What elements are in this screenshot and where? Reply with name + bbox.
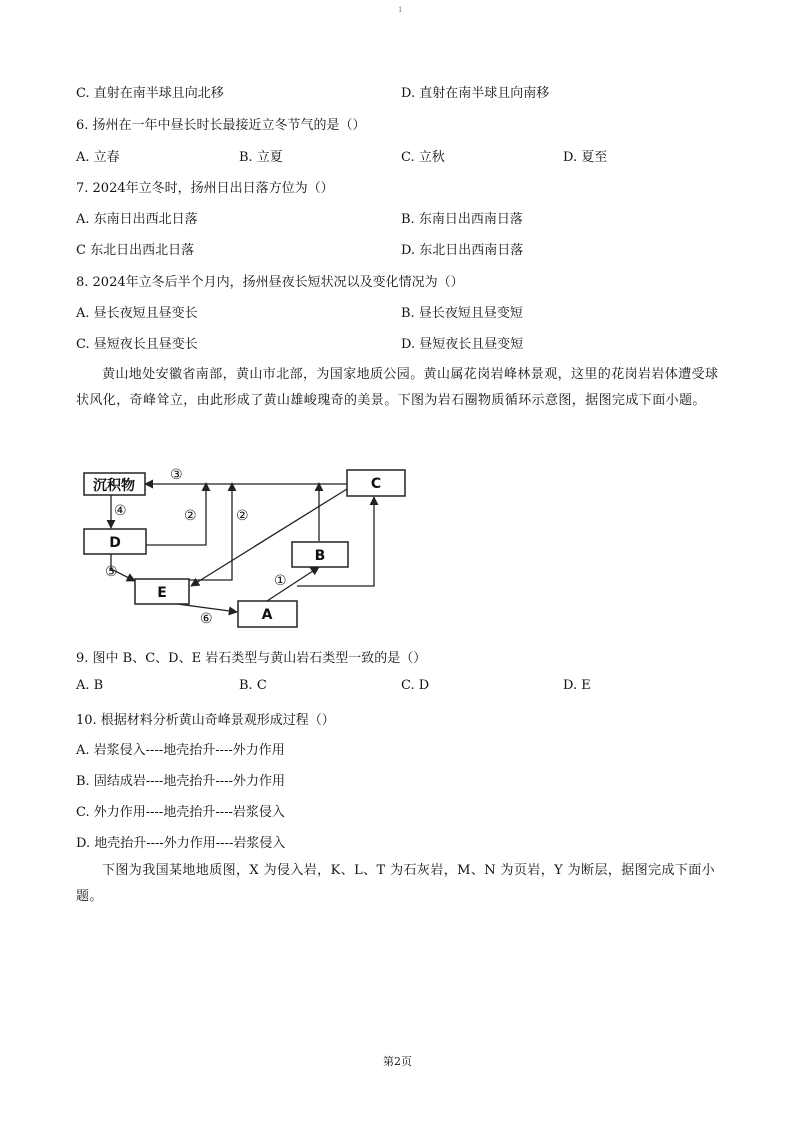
q10-option-c: C. 外力作用----地壳抬升----岩浆侵入	[76, 805, 285, 820]
q10-option-b: B. 固结成岩----地壳抬升----外力作用	[76, 774, 285, 789]
arrow-label-6: ⑥	[200, 611, 213, 627]
page-number: 第2页	[383, 1055, 412, 1068]
q6-option-b: B. 立夏	[239, 150, 283, 165]
q6-option-c: C. 立秋	[401, 150, 445, 165]
q10-stem: 10. 根据材料分析黄山奇峰景观形成过程（）	[76, 713, 335, 728]
box-e-label: E	[157, 585, 167, 601]
q10-option-d: D. 地壳抬升----外力作用----岩浆侵入	[76, 836, 286, 851]
q9-option-d: D. E	[563, 678, 591, 693]
q9-option-b: B. C	[239, 678, 267, 693]
q9-stem: 9. 图中 B、C、D、E 岩石类型与黄山岩石类型一致的是（）	[76, 651, 427, 666]
q9-option-c: C. D	[401, 678, 430, 693]
q6-option-d: D. 夏至	[563, 150, 608, 165]
arrow-label-1: ①	[274, 573, 287, 589]
arrow-label-2a: ②	[184, 508, 197, 524]
q7-option-d: D. 东北日出西南日落	[401, 243, 524, 258]
q6-stem: 6. 扬州在一年中昼长时长最接近立冬节气的是（）	[76, 118, 366, 133]
box-a-label: A	[261, 607, 273, 623]
q8-stem: 8. 2024年立冬后半个月内，扬州昼夜长短状况以及变化情况为（）	[76, 275, 464, 290]
q8-option-d: D. 昼短夜长且昼变短	[401, 337, 524, 352]
q10-option-a: A. 岩浆侵入----地壳抬升----外力作用	[76, 743, 285, 758]
box-b-label: B	[314, 548, 326, 564]
page-mark: 1	[398, 6, 403, 14]
passage-geologic-map: 下图为我国某地地质图，X 为侵入岩，K、L、T 为石灰岩，M、N 为页岩，Y 为断层，据图完成下面小题。	[76, 863, 716, 904]
q8-option-b: B. 昼长夜短且昼变短	[401, 306, 523, 321]
q5-option-d: D. 直射在南半球且向南移	[401, 86, 550, 101]
q9-option-a: A. B	[76, 678, 104, 693]
q7-stem: 7. 2024年立冬时，扬州日出日落方位为（）	[76, 181, 334, 196]
passage-huangshan: 黄山地处安徽省南部，黄山市北部，为国家地质公园。黄山属花岗岩峰林景观，这里的花岗岩岩体遭受球状风化，奇峰耸立，由此形成了黄山雄峻瑰奇的美景。下图为岩石圈物质循环示意图，据图完成下面小题。	[76, 367, 719, 408]
arrow-label-5: ⑤	[105, 564, 118, 580]
q5-option-c: C. 直射在南半球且向北移	[76, 86, 224, 101]
q8-option-a: A. 昼长夜短且昼变长	[76, 306, 198, 321]
q7-option-a: A. 东南日出西北日落	[76, 212, 198, 227]
arrow-label-4: ④	[114, 503, 127, 519]
q7-option-b: B. 东南日出西南日落	[401, 212, 523, 227]
arrow-label-2b: ②	[236, 508, 249, 524]
box-sediment-label: 沉积物	[93, 478, 135, 494]
q8-option-c: C. 昼短夜长且昼变长	[76, 337, 198, 352]
rock-cycle-diagram	[78, 462, 414, 634]
q7-option-c: C 东北日出西北日落	[76, 243, 195, 258]
box-c-label: C	[370, 476, 382, 492]
q6-option-a: A. 立春	[76, 150, 120, 165]
box-d-label: D	[109, 535, 121, 551]
arrow-label-3: ③	[170, 467, 183, 483]
